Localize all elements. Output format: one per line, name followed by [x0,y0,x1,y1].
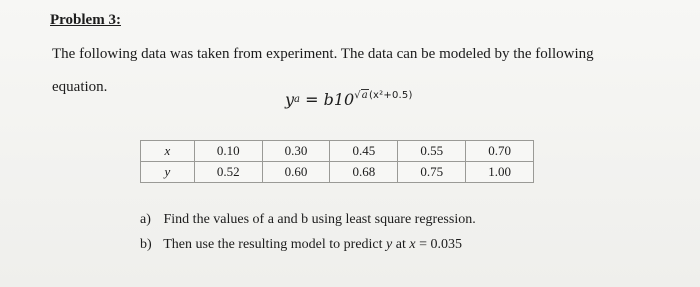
equation-root-a: a [361,90,368,101]
row-label-x: x [141,141,195,162]
problem-intro-text: The following data was taken from experiment. The data can be modeled by the following equation. [52,46,594,95]
question-b-var-y: y [386,237,393,252]
equation-lhs-exponent: a [294,94,301,105]
model-equation [285,90,413,109]
question-b-text-pre: Then use the resulting model to predict [163,237,387,252]
table-cell: 1.00 [466,162,534,183]
equation-root-sign: √ [354,90,361,101]
table-cell: 0.10 [194,141,262,162]
question-b [140,235,476,260]
table-cell: 0.75 [398,162,466,183]
data-table [140,140,534,183]
question-b-label: b) [140,237,152,252]
table-cell: 0.30 [262,141,330,162]
table-cell: 0.55 [398,141,466,162]
table-row-y [141,162,534,183]
equation-equals: = [300,90,324,109]
question-b-text-post: = 0.035 [415,237,462,252]
question-a-text: Find the values of a and b using least square regression. [163,212,476,227]
table-cell: 0.68 [330,162,398,183]
question-a [140,210,476,235]
table-cell: 0.70 [466,141,534,162]
equation-exponent [354,90,412,101]
equation-exponent-rest: (x²+0.5) [368,90,413,101]
question-list [140,210,476,260]
row-label-y: y [141,162,195,183]
table-row-x [141,141,534,162]
table-cell: 0.45 [330,141,398,162]
equation-rhs-base: b10 [323,90,355,109]
table-cell: 0.52 [194,162,262,183]
question-b-var-x: x [409,237,416,252]
equation-lhs: y [285,90,295,109]
table-cell: 0.60 [262,162,330,183]
question-a-label: a) [140,212,151,227]
problem-title: Problem 3: [50,12,121,28]
question-b-text-mid: at [392,237,410,252]
